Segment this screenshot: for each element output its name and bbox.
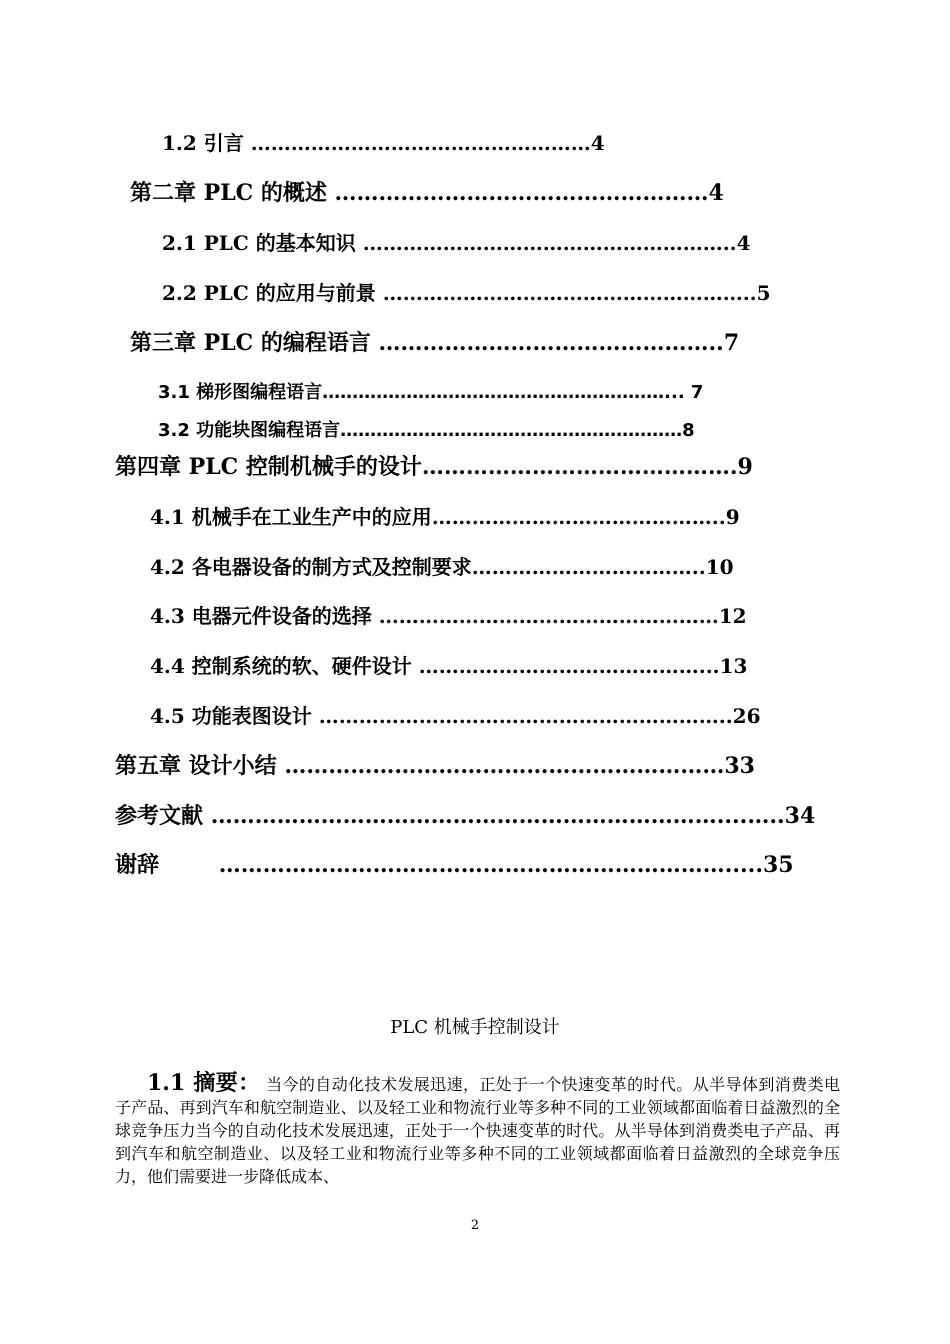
abstract-text: 当今的自动化技术发展迅速，正处于一个快速变革的时代。从半导体到消费类电子产品、再到汽车和航空制造业、以及轻工业和物流行业等多种不同的工业领域都面临着日益激烈的全球竞争压力当今的自动化技术发展迅速，正处于一个快速变革的时代。从半导体到消费类电子产品、再到汽车和航空制造业、以及轻工业和物流行业等多种不同的工业领域都面临着日益激烈的全球竞争压力，他们需要进一步降低成本、	[115, 1075, 840, 1186]
toc-page: .....35	[724, 852, 794, 878]
toc-dots: ……………………………………………………	[284, 753, 725, 779]
toc-page: ..4	[722, 231, 751, 255]
toc-dots: ……………………………………………………	[318, 704, 719, 728]
toc-entry[interactable]	[115, 755, 755, 777]
toc-page: ...13	[698, 654, 748, 678]
section-title: PLC 机械手控制设计	[390, 1017, 560, 1038]
toc-entry[interactable]	[162, 283, 771, 303]
toc-entry[interactable]	[158, 384, 703, 402]
toc-entry[interactable]	[158, 422, 695, 440]
toc-dots: ……………………………………………	[250, 131, 591, 155]
toc-entry[interactable]	[130, 182, 724, 204]
toc-page: 4	[708, 180, 724, 206]
toc-dots: ……………………………………………………………	[210, 803, 717, 829]
toc-page: ..10	[691, 555, 734, 579]
toc-label: 1.2 引言	[162, 131, 244, 155]
toc-page: 12	[718, 604, 747, 628]
toc-entry[interactable]	[130, 332, 739, 354]
toc-dots: ………………………………………………	[382, 281, 743, 305]
toc-dots: ……………………………	[471, 555, 692, 579]
toc-entry[interactable]	[162, 133, 605, 153]
toc-entry[interactable]	[150, 606, 747, 626]
toc-label: 4.5 功能表图设计	[150, 704, 312, 728]
toc-dots: ……………………………………………	[334, 180, 709, 206]
toc-page: ..26	[718, 704, 761, 728]
toc-label: 谢辞	[115, 852, 160, 878]
toc-dots: …………………………………………………	[322, 382, 665, 403]
toc-dots: ……………………………………………………………	[218, 852, 725, 878]
toc-label: 第三章 PLC 的编程语言	[130, 330, 371, 356]
toc-entry[interactable]	[150, 507, 740, 527]
toc-entry[interactable]	[150, 656, 747, 676]
toc-dots: ………………………………………………	[362, 231, 723, 255]
toc-page: .9	[729, 454, 753, 480]
toc-label: 4.1 机械手在工业生产中的应用	[150, 505, 432, 529]
toc-dots: ……………………………………	[418, 654, 699, 678]
toc-page: 4	[590, 131, 605, 155]
toc-label: 3.1 梯形图编程语言	[158, 382, 323, 403]
toc-label: 2.1 PLC 的基本知识	[162, 231, 356, 255]
toc-label: 第二章 PLC 的概述	[130, 180, 327, 206]
toc-entry[interactable]	[115, 854, 794, 876]
toc-entry[interactable]	[150, 557, 734, 577]
toc-dots: …………………………………………………	[340, 420, 683, 441]
toc-page: ..5	[742, 281, 771, 305]
toc-label: 4.4 控制系统的软、硬件设计	[150, 654, 412, 678]
toc-entry[interactable]	[150, 706, 761, 726]
toc-label: 2.2 PLC 的应用与前景	[162, 281, 376, 305]
toc-dots: ………………………………………	[378, 330, 709, 356]
toc-page: ... 7	[664, 382, 704, 403]
toc-label: 第四章 PLC 控制机械手的设计	[115, 454, 422, 480]
toc-page: 33	[724, 753, 755, 779]
toc-entry[interactable]	[115, 456, 753, 478]
page-number: 2	[470, 1218, 480, 1233]
toc-entry[interactable]	[162, 233, 751, 253]
toc-dots: ……………………………………	[431, 505, 712, 529]
toc-page: ..7	[708, 330, 740, 356]
abstract-heading: 1.1 摘要：	[147, 1070, 261, 1096]
toc-label: 4.2 各电器设备的制方式及控制要求	[150, 555, 472, 579]
toc-label: 3.2 功能块图编程语言	[158, 420, 341, 441]
toc-label: 第五章 设计小结	[115, 753, 277, 779]
toc-label: 参考文献	[115, 803, 204, 829]
toc-page: ....…..34	[716, 803, 816, 829]
toc-entry[interactable]	[115, 805, 815, 827]
toc-dots: ……………………………………………	[378, 604, 719, 628]
abstract	[115, 1072, 840, 1188]
toc-dots: ……………………………………	[421, 454, 730, 480]
toc-page: ..9	[711, 505, 740, 529]
toc-label: 4.3 电器元件设备的选择	[150, 604, 372, 628]
toc-page: 8	[682, 420, 695, 441]
